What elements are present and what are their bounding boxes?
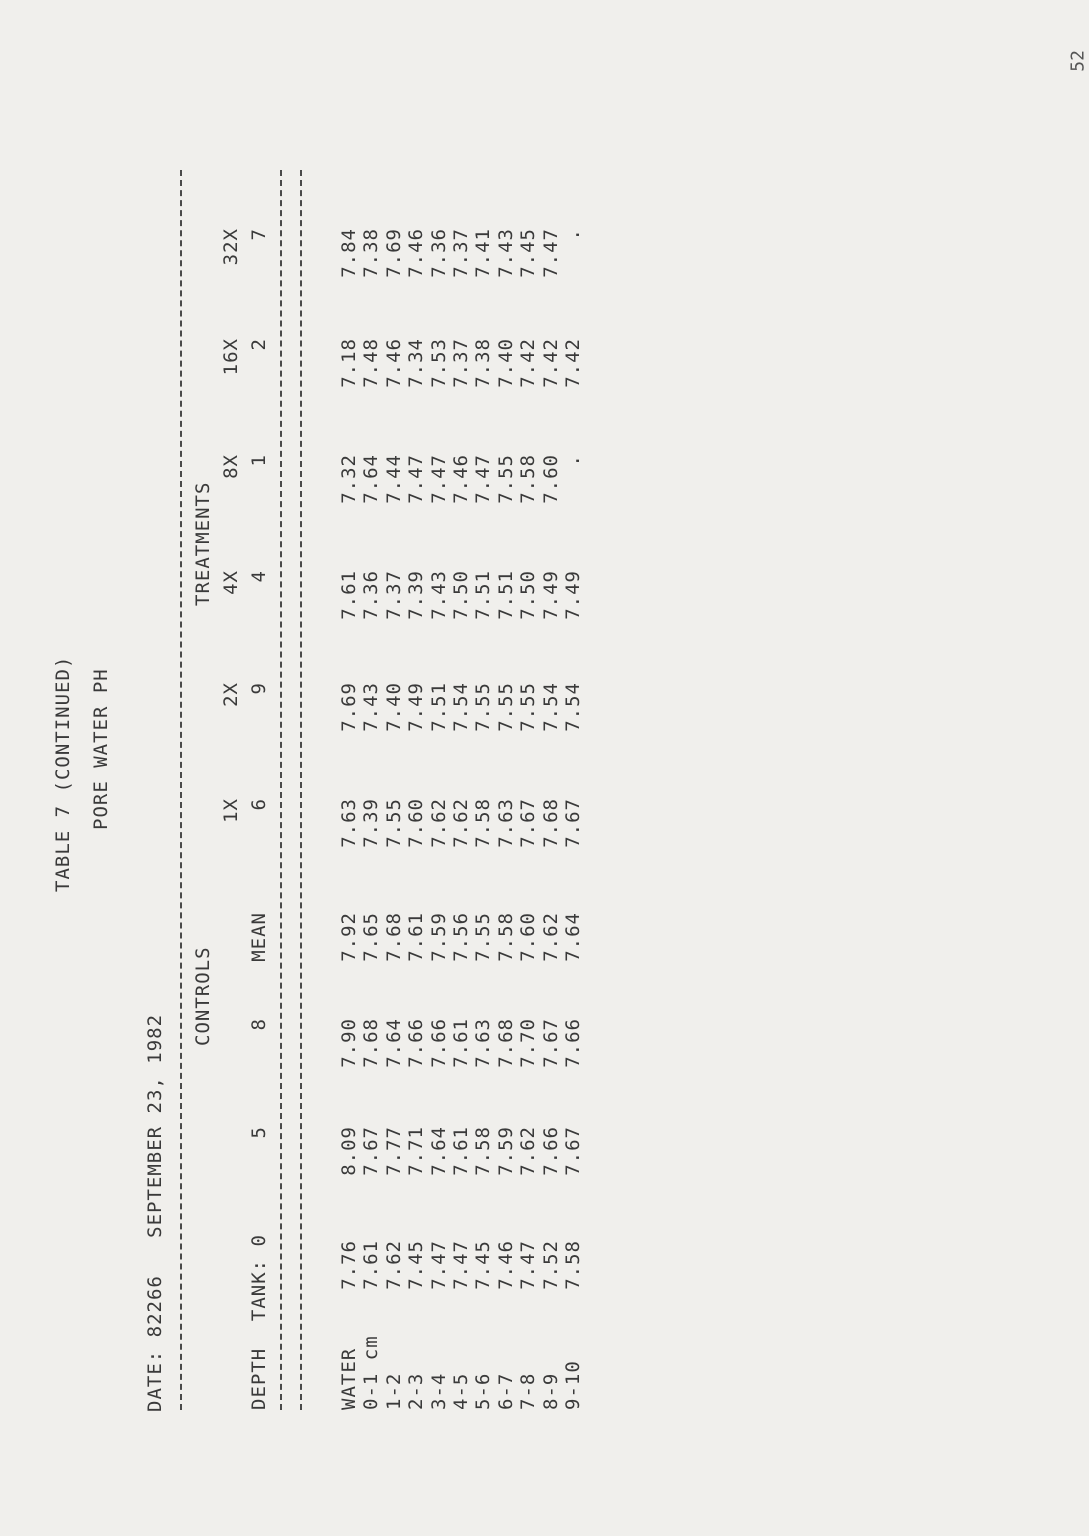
table-title: TABLE 7 (CONTINUED): [52, 655, 74, 892]
table-cell: 7.37: [382, 570, 405, 620]
table-cell: 7.45: [472, 1240, 495, 1290]
table-subtitle: PORE WATER PH: [90, 668, 112, 830]
header-rule-mid: [280, 170, 282, 1410]
depth-label: 0-1 cm: [360, 1335, 383, 1410]
table-cell: 7.52: [539, 1240, 562, 1290]
table-cell: 7.67: [562, 798, 584, 848]
table-cell: 7.36: [360, 570, 383, 620]
table-cell: 7.67: [562, 1126, 584, 1176]
table-cell: 7.45: [517, 228, 540, 278]
table-cell: 7.53: [427, 338, 450, 388]
table-cell: 7.49: [562, 570, 584, 620]
table-cell: 7.50: [517, 570, 540, 620]
table-cell: 7.43: [360, 682, 383, 732]
table-cell: 7.58: [472, 798, 495, 848]
table-cell: 7.18: [338, 338, 360, 388]
table-cell: 7.47: [517, 1240, 540, 1290]
table-cell: 7.51: [427, 682, 450, 732]
table-cell: 7.60: [405, 798, 428, 848]
table-cell: 7.43: [427, 570, 450, 620]
table-cell: 7.59: [427, 912, 450, 962]
table-cell: 7.67: [517, 798, 540, 848]
tank-label-t6: 6: [248, 798, 270, 811]
table-cell: 7.47: [450, 1240, 472, 1290]
table-cell: 7.68: [382, 912, 405, 962]
treatments-group-label: TREATMENTS: [192, 481, 214, 606]
table-cell: 7.59: [494, 1126, 517, 1176]
table-cell: 7.64: [382, 1018, 405, 1068]
table-cell: 7.62: [450, 798, 472, 848]
depth-label: 2-3: [405, 1372, 428, 1410]
table-cell: 7.55: [382, 798, 405, 848]
table-cell: 7.62: [382, 1240, 405, 1290]
table-cell: 7.38: [360, 228, 383, 278]
table-cell: 7.55: [472, 682, 495, 732]
tank-label-t7: 7: [248, 228, 270, 241]
table-cell: 7.51: [494, 570, 517, 620]
header-rule-bottom: [300, 170, 302, 1410]
depth-label: 1-2: [382, 1372, 405, 1410]
tank-label-t5: 5: [248, 1126, 270, 1139]
treatment-label-t7: 32X: [220, 228, 242, 266]
depth-label: 7-8: [517, 1372, 540, 1410]
table-cell: 7.60: [539, 454, 562, 504]
table-cell: 7.62: [517, 1126, 540, 1176]
table-cell: 7.60: [517, 912, 540, 962]
table-cell: 7.69: [338, 682, 360, 732]
header-rule-top: [180, 170, 182, 1410]
table-cell: 7.67: [539, 1018, 562, 1068]
table-cell: 7.68: [494, 1018, 517, 1068]
table-cell: 7.45: [405, 1240, 428, 1290]
table-cell: 7.55: [494, 454, 517, 504]
treatment-label-t4: 4X: [220, 570, 242, 595]
table-cell: 7.62: [427, 798, 450, 848]
table-cell: 7.66: [427, 1018, 450, 1068]
table-cell: 7.37: [450, 228, 472, 278]
table-cell: 7.40: [382, 682, 405, 732]
tank-label-t9: 9: [248, 682, 270, 695]
tank-label-mean: MEAN: [248, 912, 270, 962]
table-cell: 7.46: [450, 454, 472, 504]
table-cell: 7.41: [472, 228, 495, 278]
table-cell: 7.61: [405, 912, 428, 962]
table-cell: 7.55: [517, 682, 540, 732]
table-cell: 7.49: [539, 570, 562, 620]
table-cell: 7.46: [405, 228, 428, 278]
table-cell: 7.64: [562, 912, 584, 962]
table-cell: .: [562, 228, 584, 241]
table-cell: 7.66: [562, 1018, 584, 1068]
table-cell: 7.77: [382, 1126, 405, 1176]
depth-label: WATER: [338, 1347, 360, 1410]
depth-header: DEPTH: [248, 1347, 270, 1410]
table-cell: 7.37: [450, 338, 472, 388]
table-cell: 7.65: [360, 912, 383, 962]
table-cell: 7.76: [338, 1240, 360, 1290]
table-cell: 7.61: [450, 1126, 472, 1176]
table-cell: 7.34: [405, 338, 428, 388]
treatment-label-t9: 2X: [220, 682, 242, 707]
table-cell: 7.71: [405, 1126, 428, 1176]
table-cell: .: [562, 454, 584, 467]
page-number: 52: [1068, 50, 1089, 72]
table-cell: 7.47: [427, 454, 450, 504]
table-cell: 7.54: [562, 682, 584, 732]
table-cell: 7.63: [338, 798, 360, 848]
table-cell: 7.47: [472, 454, 495, 504]
table-cell: 7.63: [494, 798, 517, 848]
table-cell: 7.44: [382, 454, 405, 504]
table-cell: 8.09: [338, 1126, 360, 1176]
table-cell: 7.66: [539, 1126, 562, 1176]
table-cell: 7.39: [360, 798, 383, 848]
table-cell: 7.58: [472, 1126, 495, 1176]
table-cell: 7.55: [472, 912, 495, 962]
table-cell: 7.58: [494, 912, 517, 962]
table-cell: 7.54: [450, 682, 472, 732]
controls-group-label: CONTROLS: [192, 946, 214, 1046]
table-cell: 7.84: [338, 228, 360, 278]
tank-label-t4: 4: [248, 570, 270, 583]
table-cell: 7.36: [427, 228, 450, 278]
table-cell: 7.46: [494, 1240, 517, 1290]
table-cell: 7.38: [472, 338, 495, 388]
treatment-label-t6: 1X: [220, 798, 242, 823]
table-cell: 7.58: [517, 454, 540, 504]
table-cell: 7.63: [472, 1018, 495, 1068]
table-cell: 7.56: [450, 912, 472, 962]
table-cell: 7.58: [562, 1240, 584, 1290]
table-cell: 7.50: [450, 570, 472, 620]
table-cell: 7.64: [427, 1126, 450, 1176]
table-cell: 7.43: [494, 228, 517, 278]
tank-label-t8: 8: [248, 1018, 270, 1031]
table-cell: 7.39: [405, 570, 428, 620]
tank-label-t0: TANK: 0: [248, 1234, 270, 1322]
table-cell: 7.61: [450, 1018, 472, 1068]
depth-label: 9-10: [562, 1360, 584, 1410]
table-cell: 7.68: [539, 798, 562, 848]
table-cell: 7.46: [382, 338, 405, 388]
tank-label-t2: 2: [248, 338, 270, 351]
table-cell: 7.68: [360, 1018, 383, 1068]
tank-label-t1: 1: [248, 454, 270, 467]
table-cell: 7.47: [405, 454, 428, 504]
table-cell: 7.32: [338, 454, 360, 504]
table-cell: 7.69: [382, 228, 405, 278]
table-cell: 7.61: [360, 1240, 383, 1290]
table-cell: 7.61: [338, 570, 360, 620]
depth-label: 8-9: [539, 1372, 562, 1410]
table-cell: 7.55: [494, 682, 517, 732]
table-cell: 7.90: [338, 1018, 360, 1068]
table-cell: 7.49: [405, 682, 428, 732]
table-cell: 7.70: [517, 1018, 540, 1068]
treatment-label-t1: 8X: [220, 454, 242, 479]
treatment-label-t2: 16X: [220, 338, 242, 376]
depth-label: 6-7: [494, 1372, 517, 1410]
depth-label: 3-4: [427, 1372, 450, 1410]
table-cell: 7.42: [539, 338, 562, 388]
table-cell: 7.67: [360, 1126, 383, 1176]
table-cell: 7.54: [539, 682, 562, 732]
table-cell: 7.42: [562, 338, 584, 388]
table-cell: 7.64: [360, 454, 383, 504]
depth-label: 5-6: [472, 1372, 495, 1410]
table-cell: 7.47: [427, 1240, 450, 1290]
table-cell: 7.40: [494, 338, 517, 388]
date-line: DATE: 82266 SEPTEMBER 23, 1982: [144, 1013, 166, 1412]
table-cell: 7.47: [539, 228, 562, 278]
table-cell: 7.66: [405, 1018, 428, 1068]
table-cell: 7.92: [338, 912, 360, 962]
table-cell: 7.42: [517, 338, 540, 388]
depth-label: 4-5: [450, 1372, 472, 1410]
table-cell: 7.48: [360, 338, 383, 388]
table-cell: 7.62: [539, 912, 562, 962]
table-cell: 7.51: [472, 570, 495, 620]
